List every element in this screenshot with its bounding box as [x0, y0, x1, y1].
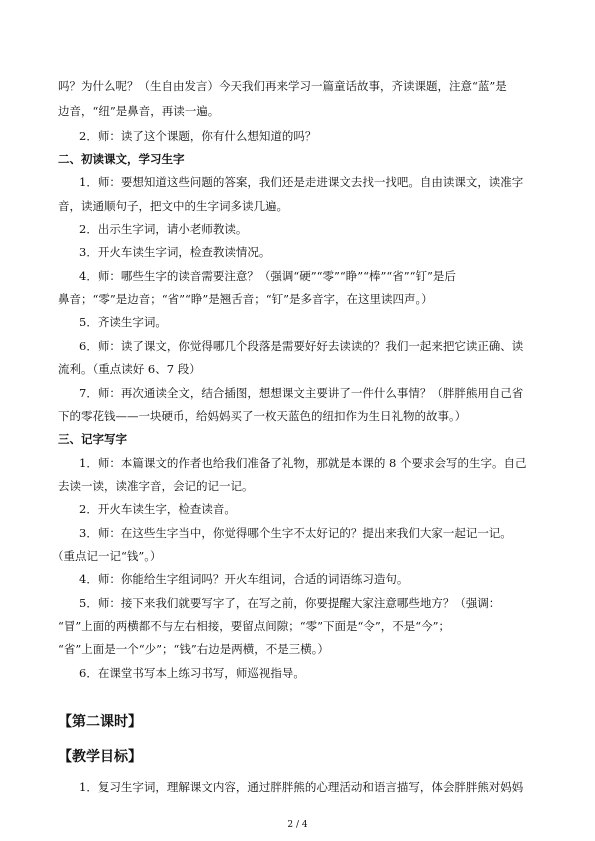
text-line: 6．在课堂书写本上练习书写，师巡视指导。 — [79, 666, 305, 680]
text-line: 5．齐读生字词。 — [79, 315, 167, 329]
text-line: 鼻音；“零”是边音；“省”“睁”是翘舌音；“钉”是多音字，在这里读四声。） — [58, 292, 433, 306]
text-line: 流利。（重点读好 6、7 段） — [58, 362, 201, 376]
text-line: “冒”上面的两横都不与左右相接，要留点间隙；“零”下面是“令”，不是“今”； — [58, 619, 451, 633]
text-line: 去读一读，读准字音，会记的记一记。 — [58, 479, 254, 493]
text-line: 3．师：在这些生字当中，你觉得哪个生字不太好记的？提出来我们大家一起记一记。 — [79, 526, 512, 540]
lesson-heading: 【第二课时】 — [58, 714, 142, 730]
text-line: 下的零花钱——一块硬币，给妈妈买了一枚天蓝色的纽扣作为生日礼物的故事。） — [58, 409, 467, 423]
text-line: （重点记一记“钱”。） — [52, 549, 162, 563]
text-line: 7．师：再次通读全文，结合插图，想想课文主要讲了一件什么事情？（胖胖熊用自己省 — [79, 386, 524, 400]
text-line: 2．开火车读生字，检查读音。 — [79, 502, 236, 516]
text-line: 2．师：读了这个课题，你有什么想知道的吗？ — [79, 129, 317, 143]
text-line: 3．开火车读生字词，检查教读情况。 — [79, 245, 271, 259]
text-line: 音，读通顺句子，把文中的生字词多读几遍。 — [58, 199, 288, 213]
text-line: 5．师：接下来我们就要写字了，在写之前，你要提醒大家注意哪些地方？（强调： — [79, 596, 501, 610]
text-line: 2．出示生字词，请小老师教读。 — [79, 222, 248, 236]
text-line: 4．师：你能给生字组词吗？开火车组词，合适的词语练习造句。 — [79, 572, 409, 586]
section-heading: 三、记字写字 — [58, 432, 127, 446]
lesson-heading: 【教学目标】 — [58, 749, 142, 765]
text-line: “省”上面是一个“少”；“钱”右边是两横，不是三横。） — [58, 642, 330, 656]
text-line: 边音，“纽”是鼻音，再读一遍。 — [58, 104, 220, 118]
text-line: 4．师：哪些生字的读音需要注意？（强调“硬”“零”“睁”“棒”“省”“钉”是后 — [79, 269, 456, 283]
text-line: 1．师：要想知道这些问题的答案，我们还是走进课文去找一找吧。自由读课文，读准字 — [79, 175, 524, 189]
text-line: 吗？为什么呢？（生自由发言）今天我们再来学习一篇童话故事，齐读课题，注意“蓝”是 — [58, 79, 507, 93]
text-line: 1．复习生字词，理解课文内容，通过胖胖熊的心理活动和语言描写，体会胖胖熊对妈妈 — [79, 780, 524, 794]
text-line: 6．师：读了课文，你觉得哪几个段落是需要好好去读读的？我们一起来把它读正确、读 — [79, 339, 524, 353]
section-heading: 二、初读课文，学习生字 — [58, 152, 185, 166]
page-number: 2 / 4 — [287, 820, 308, 830]
text-line: 1．师：本篇课文的作者也给我们准备了礼物，那就是本课的 8 个要求会写的生字。自己 — [79, 456, 527, 470]
